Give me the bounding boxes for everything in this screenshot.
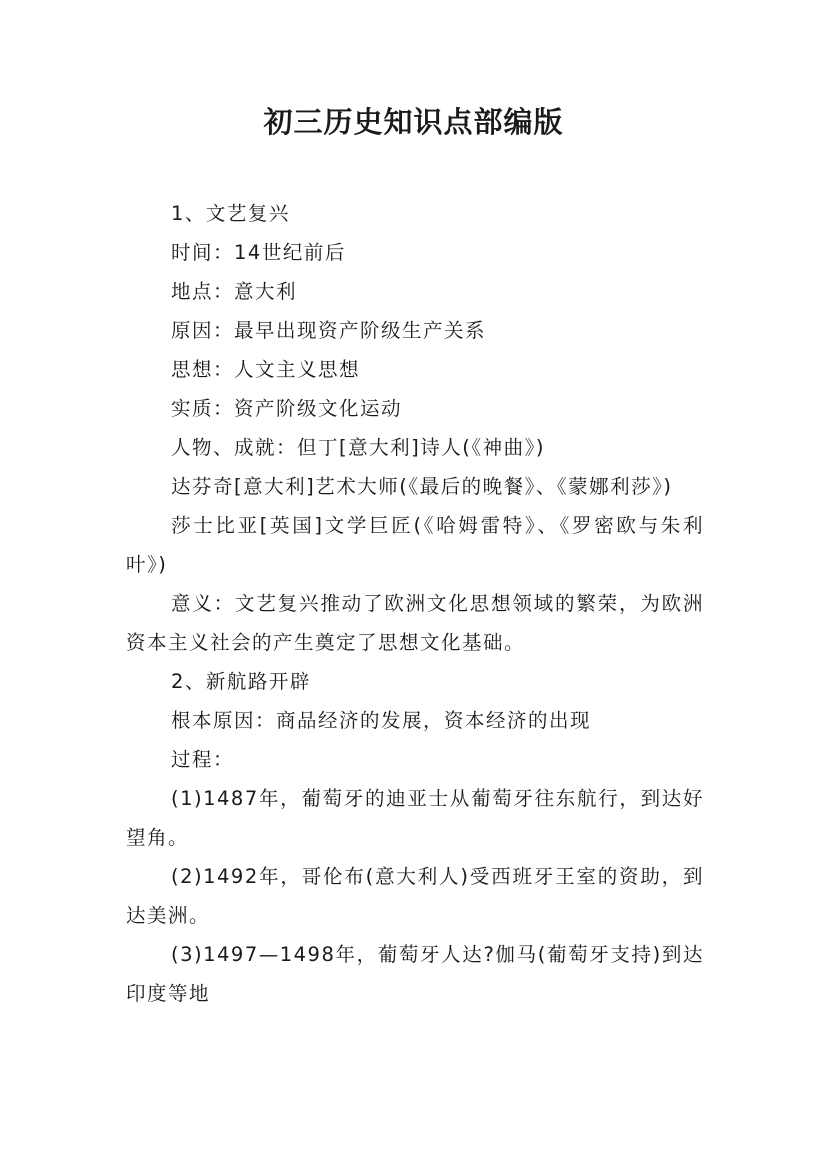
paragraph-process-2: (2)1492年，哥伦布(意大利人)受西班牙王室的资助，到达美洲。 — [126, 865, 704, 927]
paragraph-cause: 原因：最早出现资产阶级生产关系 — [171, 319, 487, 342]
paragraph-figures-dante: 人物、成就：但丁[意大利]诗人(《神曲》) — [171, 436, 545, 459]
heading-renaissance: 1、文艺复兴 — [171, 202, 290, 225]
paragraph-place: 地点：意大利 — [171, 280, 298, 303]
paragraph-essence: 实质：资产阶级文化运动 — [171, 397, 403, 420]
paragraph-thought: 思想：人文主义思想 — [171, 358, 361, 381]
paragraph-figures-shakespeare: 莎士比亚[英国]文学巨匠(《哈姆雷特》、《罗密欧与朱利叶》) — [126, 514, 704, 576]
heading-new-routes: 2、新航路开辟 — [171, 670, 311, 693]
paragraph-time: 时间：14世纪前后 — [171, 241, 346, 264]
paragraph-process-1: (1)1487年，葡萄牙的迪亚士从葡萄牙往东航行，到达好望角。 — [126, 787, 704, 849]
paragraph-process-3: (3)1497—1498年，葡萄牙人达?伽马(葡萄牙支持)到达印度等地 — [126, 943, 704, 1005]
paragraph-significance: 意义：文艺复兴推动了欧洲文化思想领域的繁荣，为欧洲资本主义社会的产生奠定了思想文化基础。 — [126, 592, 704, 654]
document-body — [126, 194, 704, 1013]
paragraph-process-label: 过程： — [171, 748, 235, 771]
paragraph-root-cause: 根本原因：商品经济的发展，资本经济的出现 — [171, 709, 592, 732]
document-title: 初三历史知识点部编版 — [263, 105, 564, 139]
paragraph-figures-davinci: 达芬奇[意大利]艺术大师(《最后的晚餐》、《蒙娜利莎》) — [171, 475, 673, 498]
